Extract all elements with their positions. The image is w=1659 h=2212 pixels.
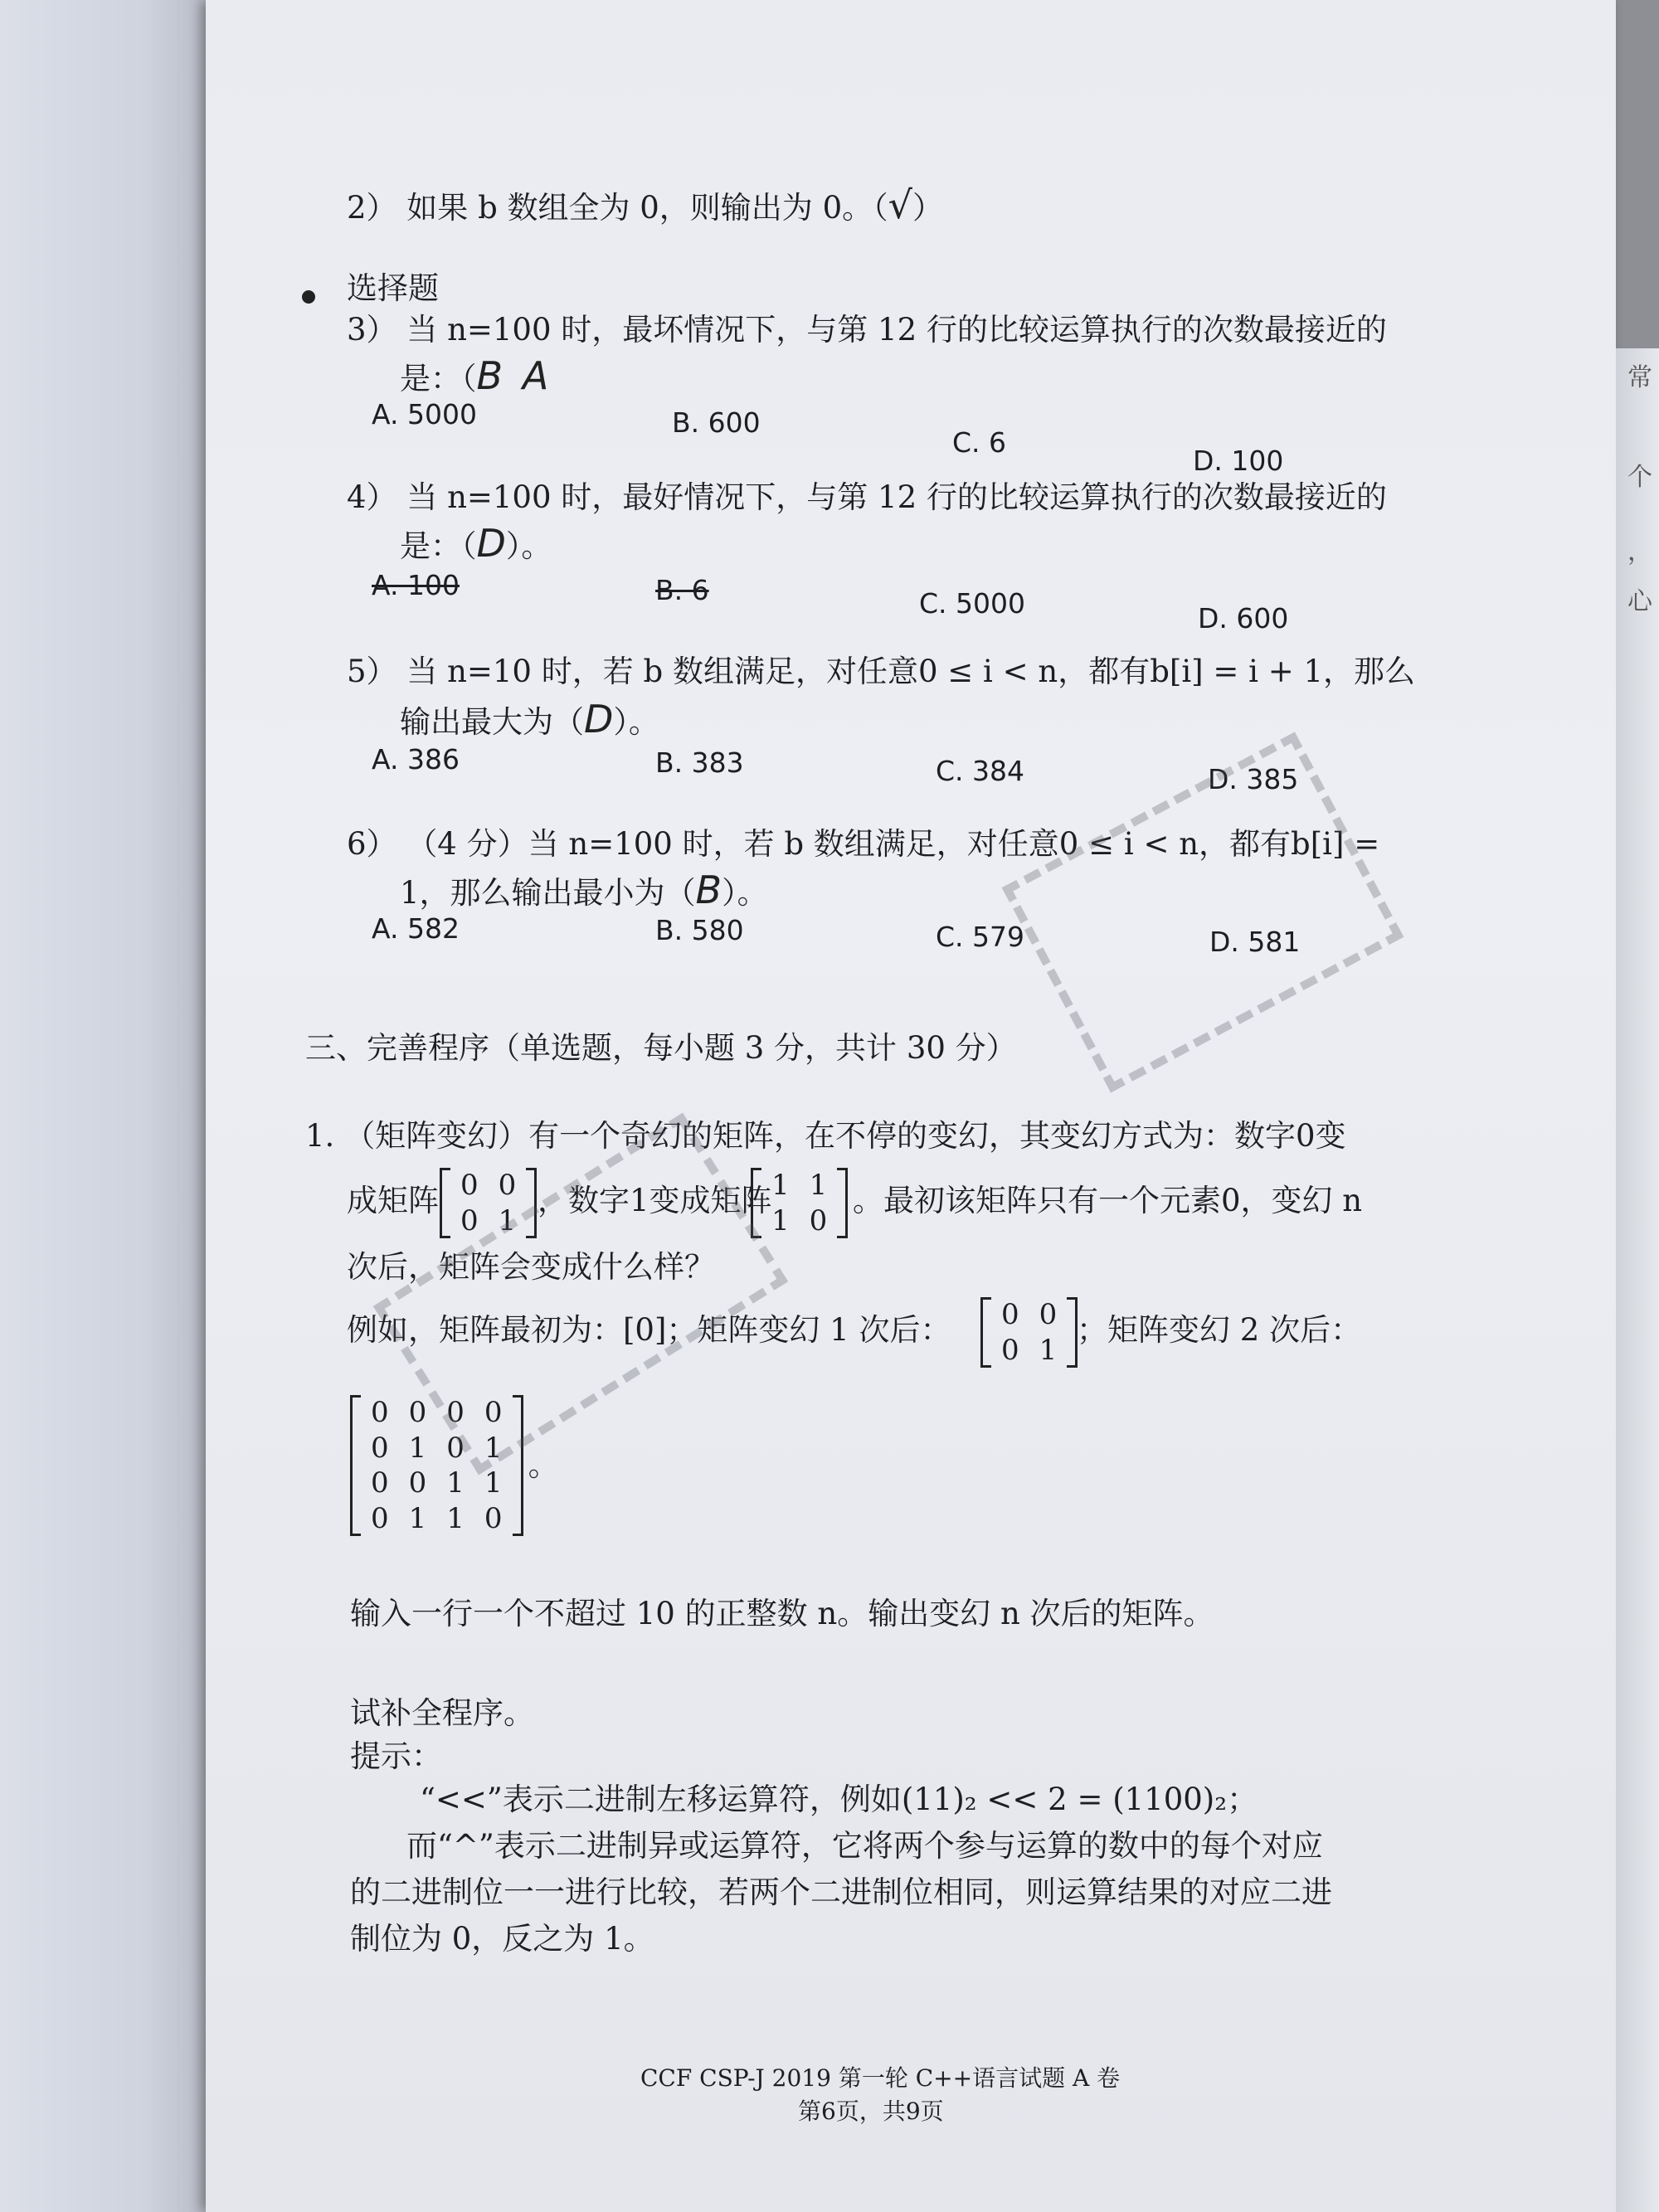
matrix-cell: 0 — [1001, 1298, 1019, 1331]
matrix-cell: 1 — [771, 1169, 790, 1202]
matrix-cell: 0 — [371, 1396, 389, 1429]
question-3-line1: 3） 当 n=100 时，最坏情况下，与第 12 行的比较运算执行的次数最接近的 — [347, 312, 1387, 348]
matrix-cell: 0 — [446, 1431, 465, 1465]
option-c: C. 6 — [952, 426, 1007, 459]
problem-1-line2b: ，数字1变成矩阵 — [538, 1183, 772, 1218]
problem-1-line3: 次后，矩阵会变成什么样？ — [347, 1249, 715, 1285]
problem-1-line4a: 例如，矩阵最初为：[0]；矩阵变幻 1 次后： — [347, 1312, 951, 1348]
problem-1-line4b: ；矩阵变幻 2 次后： — [1077, 1312, 1362, 1348]
handwritten-answer: D — [476, 521, 506, 566]
matrix-cell: 0 — [1039, 1298, 1058, 1331]
option-c: C. 5000 — [919, 587, 1026, 620]
sliver-char: 个 — [1627, 463, 1652, 492]
option-b: B. 383 — [655, 746, 744, 779]
handwritten-answer: B — [476, 353, 504, 398]
matrix-cell: 0 — [371, 1501, 389, 1535]
matrix-one-rule — [751, 1168, 848, 1238]
matrix-cell: 1 — [809, 1169, 828, 1202]
sliver-char: 常 — [1627, 363, 1652, 392]
option-d: D. 600 — [1198, 602, 1289, 634]
footer-page-number: 第6页，共9页 — [798, 2098, 944, 2125]
option-b: B. 6 — [655, 574, 709, 606]
option-c: C. 579 — [936, 921, 1025, 953]
matrix-cell: 1 — [498, 1203, 517, 1237]
handwritten-answer-extra: A — [522, 353, 549, 398]
matrix-after-one — [980, 1297, 1078, 1368]
matrix-cell: 1 — [1039, 1333, 1058, 1367]
problem-1-line2c: 。最初该矩阵只有一个元素0，变幻 n — [853, 1183, 1363, 1218]
question-6-line1: 6） （4 分）当 n=100 时，若 b 数组满足，对任意0 ≤ i < n，都有b[i] = — [347, 826, 1380, 862]
matrix-cell: 0 — [408, 1396, 427, 1429]
option-d: D. 581 — [1209, 926, 1301, 958]
question-5-line2: 输出最大为（D）。 — [400, 697, 659, 741]
matrix-cell: 1 — [484, 1431, 503, 1465]
option-a: A. 582 — [372, 912, 460, 945]
matrix-cell: 0 — [809, 1203, 828, 1237]
handwritten-answer: D — [584, 697, 614, 741]
section-3-title: 三、完善程序（单选题，每小题 3 分，共计 30 分） — [305, 1030, 1017, 1066]
matrix-cell: 0 — [484, 1396, 503, 1429]
problem-1-line2a: 成矩阵 — [347, 1183, 439, 1218]
option-d: D. 100 — [1193, 445, 1284, 477]
option-b: B. 600 — [672, 406, 761, 439]
problem-1-input: 输入一行一个不超过 10 的正整数 n。输出变幻 n 次后的矩阵。 — [350, 1596, 1214, 1631]
option-a: A. 386 — [372, 743, 460, 775]
footer-title: CCF CSP-J 2019 第一轮 C++语言试题 A 卷 — [640, 2064, 1121, 2092]
matrix-cell: 1 — [408, 1501, 427, 1535]
option-c: C. 384 — [936, 755, 1025, 787]
problem-1-hint4: 制位为 0，反之为 1。 — [350, 1921, 654, 1957]
matrix-cell: 1 — [484, 1466, 503, 1500]
matrix-cell: 0 — [408, 1466, 427, 1500]
matrix-cell: 1 — [446, 1466, 465, 1500]
handwritten-check: √ — [888, 182, 912, 227]
matrix-cell: 1 — [771, 1203, 790, 1237]
problem-1-hint-label: 提示： — [350, 1738, 442, 1774]
sliver-char: ， — [1627, 537, 1652, 566]
matrix-cell: 0 — [1001, 1333, 1019, 1367]
question-4-line1: 4） 当 n=100 时，最好情况下，与第 12 行的比较运算执行的次数最接近的 — [347, 479, 1387, 515]
section-choice: 选择题 — [347, 270, 439, 306]
next-page-edge — [1616, 348, 1659, 2212]
matrix-cell: 0 — [371, 1431, 389, 1465]
handwritten-answer: B — [695, 868, 722, 912]
previous-page-edge — [0, 0, 207, 2212]
option-d: D. 385 — [1208, 763, 1299, 795]
question-3-line2: 是：（B A — [400, 353, 549, 398]
question-4-line2: 是：（D）。 — [400, 521, 552, 566]
question-2: 2） 如果 b 数组全为 0，则输出为 0。（√） — [347, 182, 943, 227]
matrix-after-two — [350, 1395, 559, 1536]
problem-1-hint1: “<<”表示二进制左移运算符，例如(11)₂ << 2 = (1100)₂； — [420, 1782, 1258, 1817]
problem-1-hint3: 的二进制位一一进行比较，若两个二进制位相同，则运算结果的对应二进 — [350, 1874, 1332, 1910]
bullet-icon — [302, 290, 315, 304]
sliver-char: 心 — [1627, 587, 1652, 616]
question-6-line2: 1，那么输出最小为（B）。 — [400, 868, 768, 912]
matrix-cell: 0 — [460, 1203, 479, 1237]
matrix-cell: 1 — [408, 1431, 427, 1465]
option-b: B. 580 — [655, 914, 744, 946]
option-a: A. 100 — [372, 569, 460, 601]
matrix-cell: 0 — [498, 1169, 517, 1202]
matrix-zero-rule — [440, 1168, 537, 1238]
matrix-cell: 0 — [484, 1501, 503, 1535]
matrix-period: 。 — [528, 1446, 559, 1483]
option-a: A. 5000 — [372, 398, 477, 430]
problem-1-fill: 试补全程序。 — [350, 1695, 534, 1731]
problem-1-line1: 1. （矩阵变幻）有一个奇幻的矩阵，在不停的变幻，其变幻方式为：数字0变 — [305, 1118, 1346, 1154]
question-5-line1: 5） 当 n=10 时，若 b 数组满足，对任意0 ≤ i < n，都有b[i] = i + 1，那么 — [347, 654, 1416, 689]
problem-1-hint2: 而“^”表示二进制异或运算符，它将两个参与运算的数中的每个对应 — [406, 1828, 1323, 1864]
matrix-cell: 0 — [460, 1169, 479, 1202]
matrix-cell: 0 — [446, 1396, 465, 1429]
matrix-cell: 0 — [371, 1466, 389, 1500]
matrix-cell: 1 — [446, 1501, 465, 1535]
